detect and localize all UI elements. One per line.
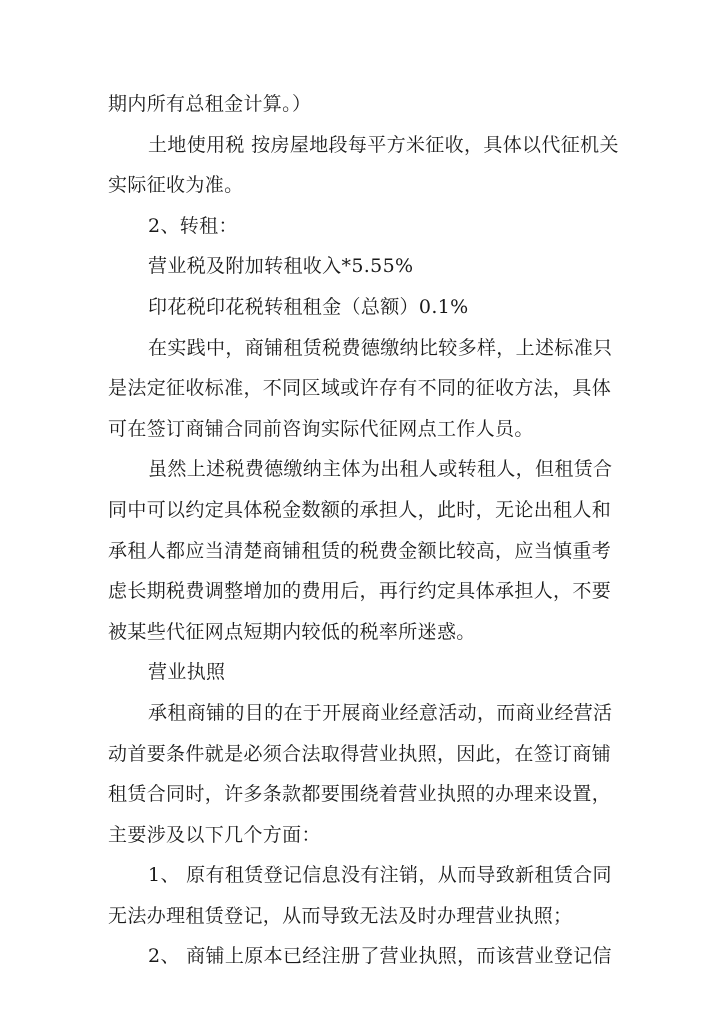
- text-line: 无法办理租赁登记，从而导致无法及时办理营业执照；: [108, 904, 573, 927]
- text-line: 虑长期税费调整增加的费用后，再行约定具体承担人，不要: [108, 580, 612, 603]
- text-line: 被某些代征网点短期内较低的税率所迷惑。: [108, 620, 476, 643]
- text-line: 主要涉及以下几个方面：: [108, 823, 321, 846]
- text-line: 同中可以约定具体税金数额的承担人，此时，无论出租人和: [108, 498, 612, 521]
- text-line: 实际征收为准。: [108, 174, 244, 197]
- text-line: 租赁合同时，许多条款都要围绕着营业执照的办理来设置，: [108, 783, 612, 806]
- text-line: 可在签订商铺合同前咨询实际代征网点工作人员。: [108, 417, 534, 440]
- document-body: [108, 88, 619, 981]
- text-line: 是法定征收标准，不同区域或许存有不同的征收方法，具体: [108, 377, 612, 400]
- text-line: 承租商铺的目的在于开展商业经意活动，而商业经营活: [148, 701, 613, 724]
- text-line: 印花税印花税转租租金（总额）0.1%: [148, 295, 469, 318]
- list-item: 1、 原有租赁登记信息没有注销，从而导致新租赁合同: [148, 864, 612, 887]
- section-heading: 营业执照: [148, 661, 226, 684]
- list-item: 2、 商铺上原本已经注册了营业执照，而该营业登记信: [148, 945, 612, 968]
- text-line: 虽然上述税费德缴纳主体为出租人或转租人，但租赁合: [148, 458, 613, 481]
- text-line: 在实践中，商铺租赁税费德缴纳比较多样，上述标准只: [148, 336, 613, 359]
- section-heading: 2、转租：: [148, 214, 238, 237]
- text-line: 动首要条件就是必须合法取得营业执照，因此，在签订商铺: [108, 742, 612, 765]
- text-line: 承租人都应当清楚商铺租赁的税费金额比较高，应当慎重考: [108, 539, 612, 562]
- text-line: 营业税及附加转租收入*5.55%: [148, 255, 414, 278]
- text-line: 期内所有总租金计算。）: [108, 93, 312, 115]
- text-line: 土地使用税 按房屋地段每平方米征收，具体以代征机关: [148, 133, 619, 156]
